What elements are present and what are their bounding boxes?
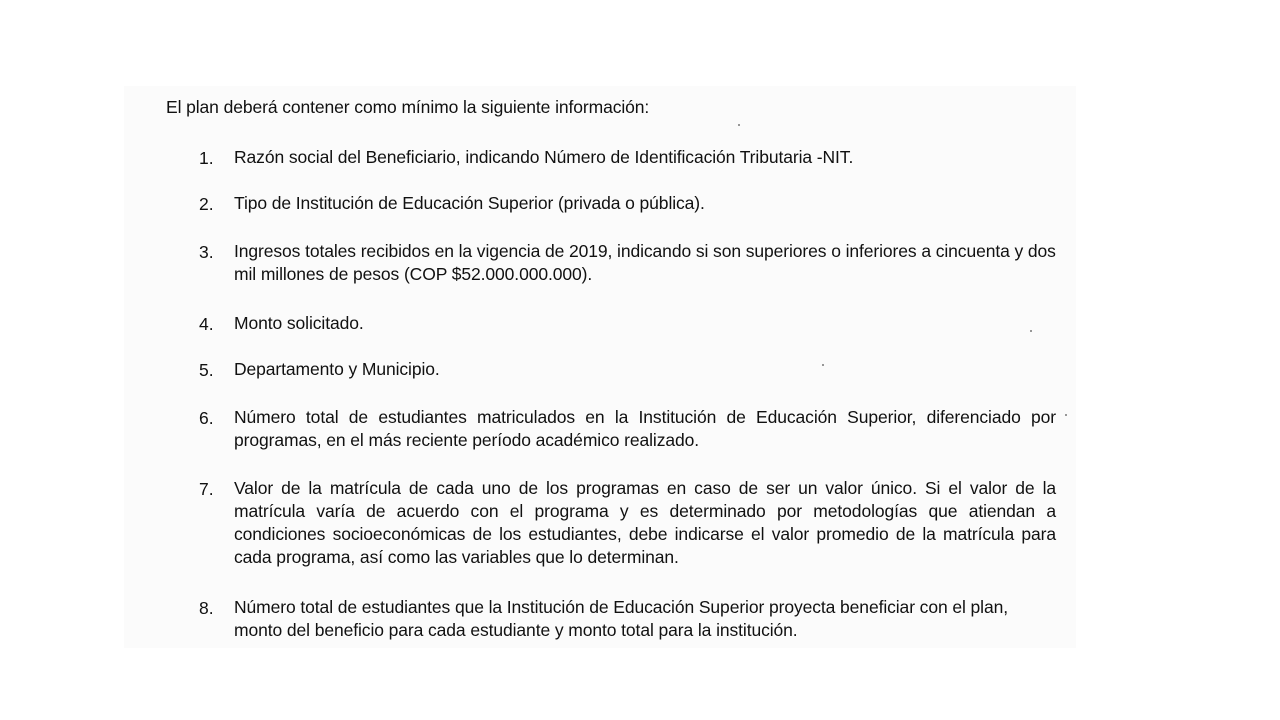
item-text: Valor de la matrícula de cada uno de los programas en caso de ser un valor único. Si el valor de la matrícula varía de acuerdo con el programa y es determinado por metodologías que atiendan a condiciones socioeconómicas de los estudiantes, debe indicarse el valor promedio de la matrícula para cada programa, así como las variables que lo determinan.: [234, 478, 1056, 567]
item-text: Razón social del Beneficiario, indicando Número de Identificación Tributaria -NIT.: [234, 147, 854, 167]
item-number: 6.: [199, 408, 214, 428]
item-text: Monto solicitado.: [234, 313, 364, 333]
scan-speck: [738, 124, 740, 126]
item-text: Tipo de Institución de Educación Superior (privada o pública).: [234, 193, 705, 213]
item-number: 7.: [199, 479, 214, 499]
intro-text: El plan deberá contener como mínimo la siguiente información:: [166, 97, 650, 117]
item-text: Número total de estudiantes matriculados en la Institución de Educación Superior, diferenciado por programas, en el más reciente período académico realizado.: [234, 407, 1056, 450]
item-text: Departamento y Municipio.: [234, 359, 440, 379]
item-text: Ingresos totales recibidos en la vigencia de 2019, indicando si son superiores o inferiores a cincuenta y dos mil millones de pesos (COP $52.000.000.000).: [234, 241, 1056, 284]
item-text: Número total de estudiantes que la Institución de Educación Superior proyecta beneficiar con el plan, monto del beneficio para cada estudiante y monto total para la institución.: [234, 597, 1008, 640]
item-number: 8.: [199, 598, 214, 618]
item-number: 3.: [199, 242, 214, 262]
scan-speck: [1030, 330, 1032, 332]
item-number: 5.: [199, 360, 214, 380]
scan-speck: [822, 364, 824, 366]
item-number: 2.: [199, 194, 214, 214]
scan-speck: [1065, 414, 1067, 416]
item-number: 4.: [199, 314, 214, 334]
item-number: 1.: [199, 148, 214, 168]
